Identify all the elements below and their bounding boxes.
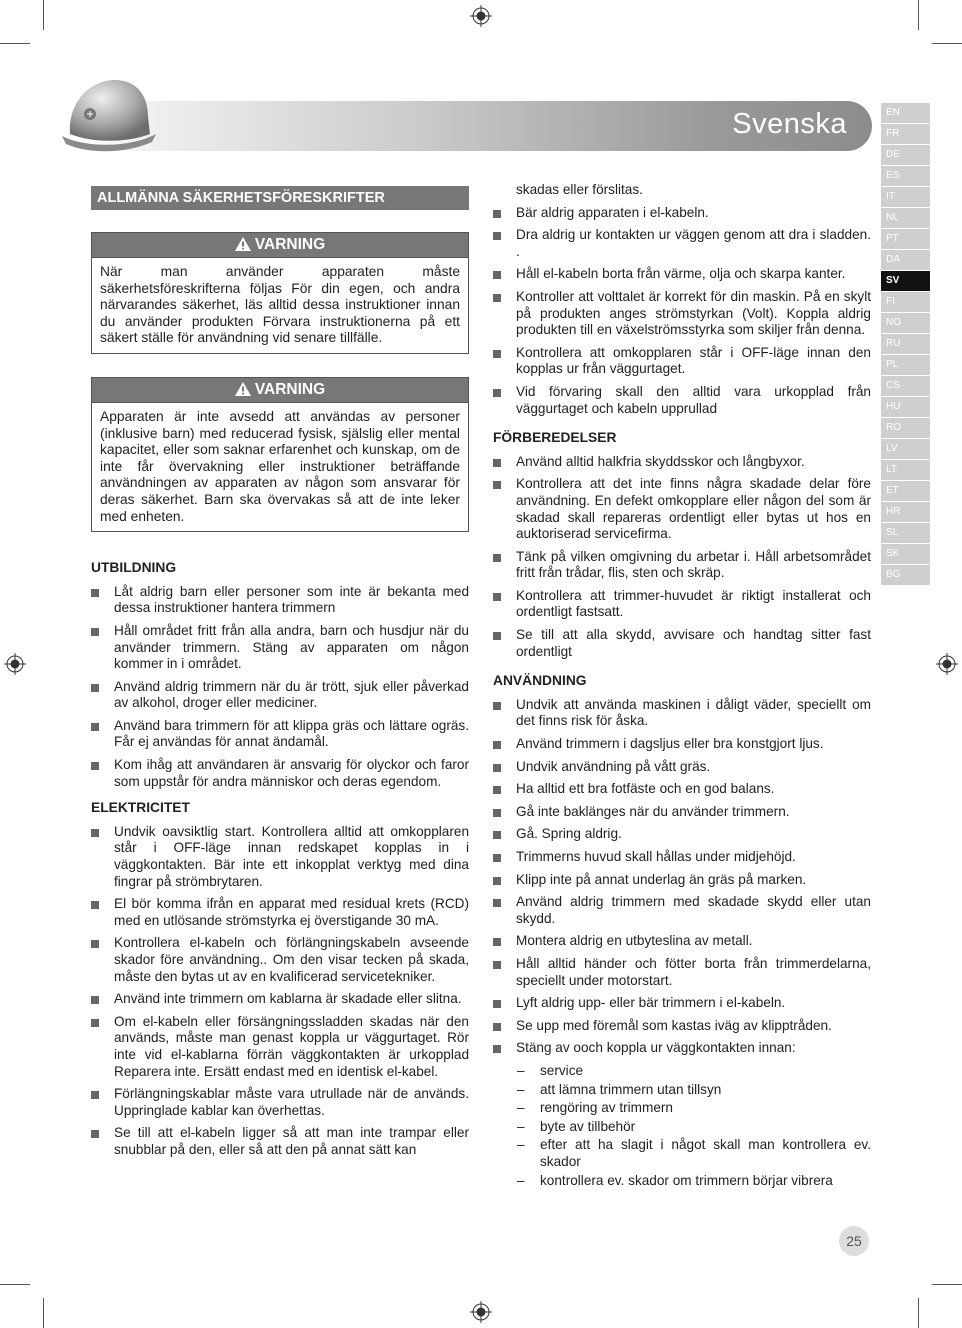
list-item-text: Undvik användning på vått gräs. bbox=[516, 758, 711, 774]
warning-header bbox=[92, 378, 468, 403]
list-item-text: Kom ihåg att användaren är ansvarig för olyckor och faror som uppstår för andra människor och deras egendom. bbox=[114, 757, 469, 789]
list-item bbox=[493, 289, 871, 339]
sub-list-item bbox=[516, 1173, 871, 1190]
list-item bbox=[493, 1018, 871, 1035]
crop-mark bbox=[0, 43, 30, 44]
page-number: 25 bbox=[839, 1226, 869, 1256]
list-item bbox=[493, 384, 871, 417]
list-item bbox=[493, 804, 871, 821]
bullet-square-icon bbox=[493, 961, 501, 969]
bullet-square-icon bbox=[493, 854, 501, 862]
warning-box bbox=[91, 232, 469, 354]
warning-header bbox=[92, 233, 468, 258]
list-item-text: Om el-kabeln eller försängningssladden skadas när den används, måste man genast koppla ur väggurtaget. Rör inte vid el-kablarna förrän väggkontakten är urkopplad Reparera inte. Ersätt endast med en identisk el-kabel. bbox=[114, 1013, 469, 1079]
list-item-text: Gå. Spring aldrig. bbox=[516, 826, 622, 842]
section-title: ALLMÄNNA SÄKERHETSFÖRESKRIFTER bbox=[91, 186, 469, 210]
sub-list-item bbox=[516, 1100, 871, 1117]
heading-anvandning: ANVÄNDNING bbox=[493, 673, 587, 689]
bullet-square-icon bbox=[493, 1023, 501, 1031]
list-item bbox=[493, 781, 871, 798]
list-item bbox=[91, 1125, 469, 1158]
bullet-square-icon bbox=[493, 938, 501, 946]
bullet-square-icon bbox=[493, 271, 501, 279]
list-item-text: Ha alltid ett bra fotfäste och en god balans. bbox=[516, 781, 775, 797]
bullet-square-icon bbox=[493, 702, 501, 710]
bullet-square-icon bbox=[493, 632, 501, 640]
bullet-square-icon bbox=[91, 762, 99, 770]
bullet-square-icon bbox=[493, 899, 501, 907]
language-tab-bg[interactable]: BG bbox=[881, 565, 930, 585]
dash-icon: – bbox=[517, 1118, 525, 1134]
list-item-text: Kontroller att volttalet är korrekt för din maskin. På en skylt på produkten anges strömstyrkan (Volt). Koppla aldrig produkten till en växelströmsstyrka som skiljer från denna. bbox=[516, 288, 871, 338]
warning-text: Apparaten är inte avsedd att användas av personer (inklusive barn) med reducerad fysisk, själslig eller mental kapacitet, eller som saknar erfarenhet och kunskap, om de inte får övervakning eller instruktioner beträffande användningen av apparaten av någon som ansvarar för deras säkerhet. Barn ska övervakas så att de inte leker med enheten. bbox=[100, 408, 460, 524]
list-item bbox=[493, 894, 871, 927]
bullet-square-icon bbox=[91, 1130, 99, 1138]
language-tab-en[interactable]: EN bbox=[881, 103, 930, 123]
list-item-text: Trimmerns huvud skall hållas under midjehöjd. bbox=[516, 849, 796, 864]
list-item bbox=[493, 476, 871, 542]
list-item bbox=[493, 849, 871, 866]
crop-mark bbox=[918, 1298, 919, 1328]
language-tab-hu[interactable]: HU bbox=[881, 397, 930, 417]
bullet-square-icon bbox=[493, 459, 501, 467]
bullet-square-icon bbox=[493, 210, 501, 218]
bullet-square-icon bbox=[493, 481, 501, 489]
dash-icon: – bbox=[517, 1062, 525, 1078]
list-item bbox=[91, 1014, 469, 1080]
list-item-text: Använd alltid halkfria skyddsskor och långbyxor. bbox=[516, 453, 805, 469]
bullet-square-icon bbox=[91, 628, 99, 636]
language-tab-ru[interactable]: RU bbox=[881, 334, 930, 354]
language-tab-fr[interactable]: FR bbox=[881, 124, 930, 144]
list-item-text: Förlängningskablar måste vara utrullade när de används. Uppringlade kablar kan överhettas. bbox=[114, 1086, 469, 1118]
list-item bbox=[91, 935, 469, 985]
list-item bbox=[91, 991, 469, 1008]
bullet-list bbox=[91, 584, 469, 791]
registration-mark-icon bbox=[470, 1301, 492, 1323]
bullet-list bbox=[493, 454, 871, 661]
dash-icon: – bbox=[517, 1081, 525, 1097]
list-item-text: Montera aldrig en utbyteslina av metall. bbox=[516, 933, 753, 949]
sub-list-item-text: service bbox=[540, 1062, 584, 1078]
list-item bbox=[493, 826, 871, 843]
bullet-square-icon bbox=[493, 389, 501, 397]
list-item bbox=[493, 454, 871, 471]
left-column bbox=[91, 186, 469, 1165]
list-item bbox=[91, 896, 469, 929]
language-tab-sl[interactable]: SL bbox=[881, 523, 930, 543]
language-tab-hr[interactable]: HR bbox=[881, 502, 930, 522]
language-tab-et[interactable]: ET bbox=[881, 481, 930, 501]
crop-mark bbox=[0, 1284, 30, 1285]
bullet-square-icon bbox=[493, 294, 501, 302]
language-tab-lt[interactable]: LT bbox=[881, 460, 930, 480]
page-title: Svenska bbox=[732, 108, 847, 140]
list-item-text: Tänk på vilken omgivning du arbetar i. Håll arbetsområdet fritt från trådar, flis, sten och skräp. bbox=[516, 548, 871, 581]
list-item-text: Gå inte baklänges när du använder trimmern. bbox=[516, 803, 790, 819]
list-item-text: Använd bara trimmern för att klippa gräs och lättare ogräs. Får ej användas för annat ändamål. bbox=[114, 717, 469, 750]
list-item-text: Håll alltid händer och fötter borta från trimmerdelarna, speciellt under motorstart. bbox=[516, 955, 871, 988]
sub-list-item bbox=[516, 1137, 871, 1170]
list-item-text: Bär aldrig apparaten i el-kabeln. bbox=[516, 204, 709, 220]
list-item bbox=[493, 549, 871, 582]
list-item bbox=[91, 824, 469, 890]
language-tab-pt[interactable]: PT bbox=[881, 229, 930, 249]
bullet-list bbox=[493, 205, 871, 418]
language-tab-no[interactable]: NO bbox=[881, 313, 930, 333]
bullet-square-icon bbox=[91, 829, 99, 837]
list-item-text: Klipp inte på annat underlag än gräs på marken. bbox=[516, 871, 807, 887]
sub-list-item bbox=[516, 1063, 871, 1080]
heading-forberedelser: FÖRBEREDELSER bbox=[493, 430, 617, 446]
list-item bbox=[493, 995, 871, 1012]
crop-mark bbox=[918, 0, 919, 30]
list-item-text: Använd aldrig trimmern när du är trött, sjuk eller påverkad av alkohol, droger eller mediciner. bbox=[114, 678, 469, 711]
list-item-text: Undvik att använda maskinen i dåligt väder, speciellt om det finns risk för åska. bbox=[516, 696, 871, 729]
language-tab-pl[interactable]: PL bbox=[881, 355, 930, 375]
bullet-square-icon bbox=[493, 350, 501, 358]
sub-list-item-text: kontrollera ev. skador om trimmern börjar vibrera bbox=[540, 1172, 833, 1188]
bullet-square-icon bbox=[493, 786, 501, 794]
language-tab-nl[interactable]: NL bbox=[881, 208, 930, 228]
list-item-text: Håll el-kabeln borta från värme, olja och skarpa kanter. bbox=[516, 266, 846, 282]
list-item-text: Låt aldrig barn eller personer som inte är bekanta med dessa instruktioner hantera trimmern bbox=[114, 583, 469, 616]
warning-text: När man använder apparaten måste säkerhetsföreskrifterna följas För din egen, och andra närvarandes säkerhet, läs alltid dessa instruktioner innan du använder produkten Förvara instruktionerna på ett säkert ställe för användning vid senare tillfälle. bbox=[100, 264, 460, 346]
bullet-square-icon bbox=[493, 809, 501, 817]
list-item-text: Dra aldrig ur kontakten ur väggen genom att dra i sladden. . bbox=[516, 227, 871, 259]
list-item-text: Stäng av ooch koppla ur väggkontakten innan: bbox=[516, 1040, 796, 1056]
warning-label: VARNING bbox=[254, 380, 326, 398]
list-item bbox=[493, 227, 871, 260]
crop-mark bbox=[43, 1298, 44, 1328]
heading-elektricitet: ELEKTRICITET bbox=[91, 800, 190, 816]
language-tab-ro[interactable]: RO bbox=[881, 418, 930, 438]
language-tab-sv[interactable]: SV bbox=[881, 271, 930, 291]
bullet-square-icon bbox=[493, 1000, 501, 1008]
list-item-text: Undvik oavsiktlig start. Kontrollera alltid att omkopplaren står i OFF-läge innan redskapet kopplas in i väggkontakten. Bär inte ett inkopplat verktyg med dina fingrar på strömbrytaren. bbox=[114, 823, 469, 889]
language-tab-it[interactable]: IT bbox=[881, 187, 930, 207]
warning-triangle-icon bbox=[235, 382, 251, 396]
list-item-text: Använd inte trimmern om kablarna är skadade eller slitna. bbox=[114, 991, 462, 1007]
list-item bbox=[493, 266, 871, 283]
list-item bbox=[91, 718, 469, 751]
list-item-text: Använd trimmern i dagsljus eller bra konstgjort ljus. bbox=[516, 736, 824, 752]
list-item-text: Vid förvaring skall den alltid vara urkopplad från väggurtaget och kabeln upprullad bbox=[516, 383, 871, 416]
list-item bbox=[493, 345, 871, 378]
registration-mark-icon bbox=[936, 653, 958, 675]
list-item-text: Se till att alla skydd, avvisare och handtag sitter fast ordentligt bbox=[516, 627, 871, 659]
bullet-square-icon bbox=[493, 232, 501, 240]
heading-utbildning: UTBILDNING bbox=[91, 560, 177, 576]
list-item bbox=[91, 757, 469, 790]
language-tab-de[interactable]: DE bbox=[881, 145, 930, 165]
sub-list-item-text: att lämna trimmern utan tillsyn bbox=[540, 1081, 722, 1097]
bullet-square-icon bbox=[493, 554, 501, 562]
bullet-square-icon bbox=[493, 831, 501, 839]
sub-list-item-text: efter att ha slagit i något skall man kontrollera ev. skador bbox=[540, 1137, 871, 1169]
list-item-text: Kontrollera att trimmer-huvudet är riktigt installerat och ordentligt fastsatt. bbox=[516, 587, 871, 620]
bullet-square-icon bbox=[91, 996, 99, 1004]
dash-icon: – bbox=[517, 1100, 525, 1116]
list-item bbox=[91, 679, 469, 712]
continuation-text: skadas eller förslitas. bbox=[516, 182, 643, 197]
sub-list-item bbox=[516, 1119, 871, 1136]
crop-mark bbox=[932, 43, 962, 44]
list-item bbox=[493, 205, 871, 222]
bullet-square-icon bbox=[91, 723, 99, 731]
warning-triangle-icon bbox=[235, 237, 251, 251]
sub-list-item bbox=[516, 1082, 871, 1099]
bullet-square-icon bbox=[91, 589, 99, 597]
bullet-square-icon bbox=[91, 901, 99, 909]
language-tab-sk[interactable]: SK bbox=[881, 544, 930, 564]
warning-box bbox=[91, 377, 469, 532]
list-item bbox=[493, 1040, 871, 1057]
language-tab-da[interactable]: DA bbox=[881, 250, 930, 270]
language-tab-cs[interactable]: CS bbox=[881, 376, 930, 396]
list-item-text: Se upp med föremål som kastas iväg av klipptråden. bbox=[516, 1017, 832, 1033]
bullet-square-icon bbox=[493, 764, 501, 772]
list-item-text: Kontrollera att omkopplaren står i OFF-läge innan den kopplas ur från väggurtaget. bbox=[516, 344, 871, 377]
list-item bbox=[493, 933, 871, 950]
dash-icon: – bbox=[517, 1172, 525, 1188]
list-item bbox=[91, 623, 469, 673]
registration-mark-icon bbox=[4, 653, 26, 675]
helmet-icon bbox=[60, 72, 160, 154]
right-column bbox=[493, 182, 871, 1191]
list-item bbox=[91, 1086, 469, 1119]
list-item bbox=[493, 759, 871, 776]
bullet-square-icon bbox=[91, 1019, 99, 1027]
list-item-text: El bör komma ifrån en apparat med residual krets (RCD) med en utlösande strömstyrka ej överstigande 30 mA. bbox=[114, 896, 469, 928]
list-item bbox=[493, 697, 871, 730]
list-item-text: Kontrollera att det inte finns några skadade delar före användning. En defekt omkopplare eller någon del som är skadad skall repareras ordentligt eller bytas ut hos en auktoriserad servicefirma. bbox=[516, 476, 871, 542]
list-item-text: Använd aldrig trimmern med skadade skydd eller utan skydd. bbox=[516, 894, 871, 926]
list-item-text: Lyft aldrig upp- eller bär trimmern i el-kabeln. bbox=[516, 995, 786, 1011]
dash-icon: – bbox=[517, 1137, 525, 1153]
list-item-text: Se till att el-kabeln ligger så att man inte trampar eller snubblar på den, eller så att den på annat sätt kan bbox=[114, 1125, 469, 1157]
list-item-text: Kontrollera el-kabeln och förlängningskabeln avseende skador före användning.. Om den visar tecken på skada, måste den bytas ut av en kvalificerad servicetekniker. bbox=[114, 935, 469, 984]
registration-mark-icon bbox=[470, 5, 492, 27]
bullet-square-icon bbox=[493, 877, 501, 885]
list-item bbox=[493, 627, 871, 660]
sub-list-item-text: rengöring av trimmern bbox=[540, 1100, 673, 1116]
bullet-square-icon bbox=[91, 684, 99, 692]
bullet-list bbox=[493, 697, 871, 1057]
language-tab-lv[interactable]: LV bbox=[881, 439, 930, 459]
dash-list bbox=[516, 1063, 871, 1189]
crop-mark bbox=[932, 1284, 962, 1285]
bullet-square-icon bbox=[91, 940, 99, 948]
list-item bbox=[493, 872, 871, 889]
sub-list-item-text: byte av tillbehör bbox=[540, 1118, 636, 1134]
language-tabs bbox=[881, 103, 930, 586]
warning-label: VARNING bbox=[254, 236, 326, 253]
language-tab-es[interactable]: ES bbox=[881, 166, 930, 186]
crop-mark bbox=[43, 0, 44, 30]
bullet-list bbox=[91, 824, 469, 1159]
language-tab-fi[interactable]: FI bbox=[881, 292, 930, 312]
bullet-square-icon bbox=[493, 741, 501, 749]
bullet-square-icon bbox=[493, 593, 501, 601]
list-item bbox=[493, 588, 871, 621]
list-item bbox=[91, 584, 469, 617]
list-item bbox=[493, 956, 871, 989]
list-item bbox=[493, 736, 871, 753]
bullet-square-icon bbox=[91, 1091, 99, 1099]
bullet-square-icon bbox=[493, 1045, 501, 1053]
list-item-text: Håll området fritt från alla andra, barn och husdjur när du använder trimmern. Stäng av apparaten om någon kommer in i området. bbox=[114, 622, 469, 672]
